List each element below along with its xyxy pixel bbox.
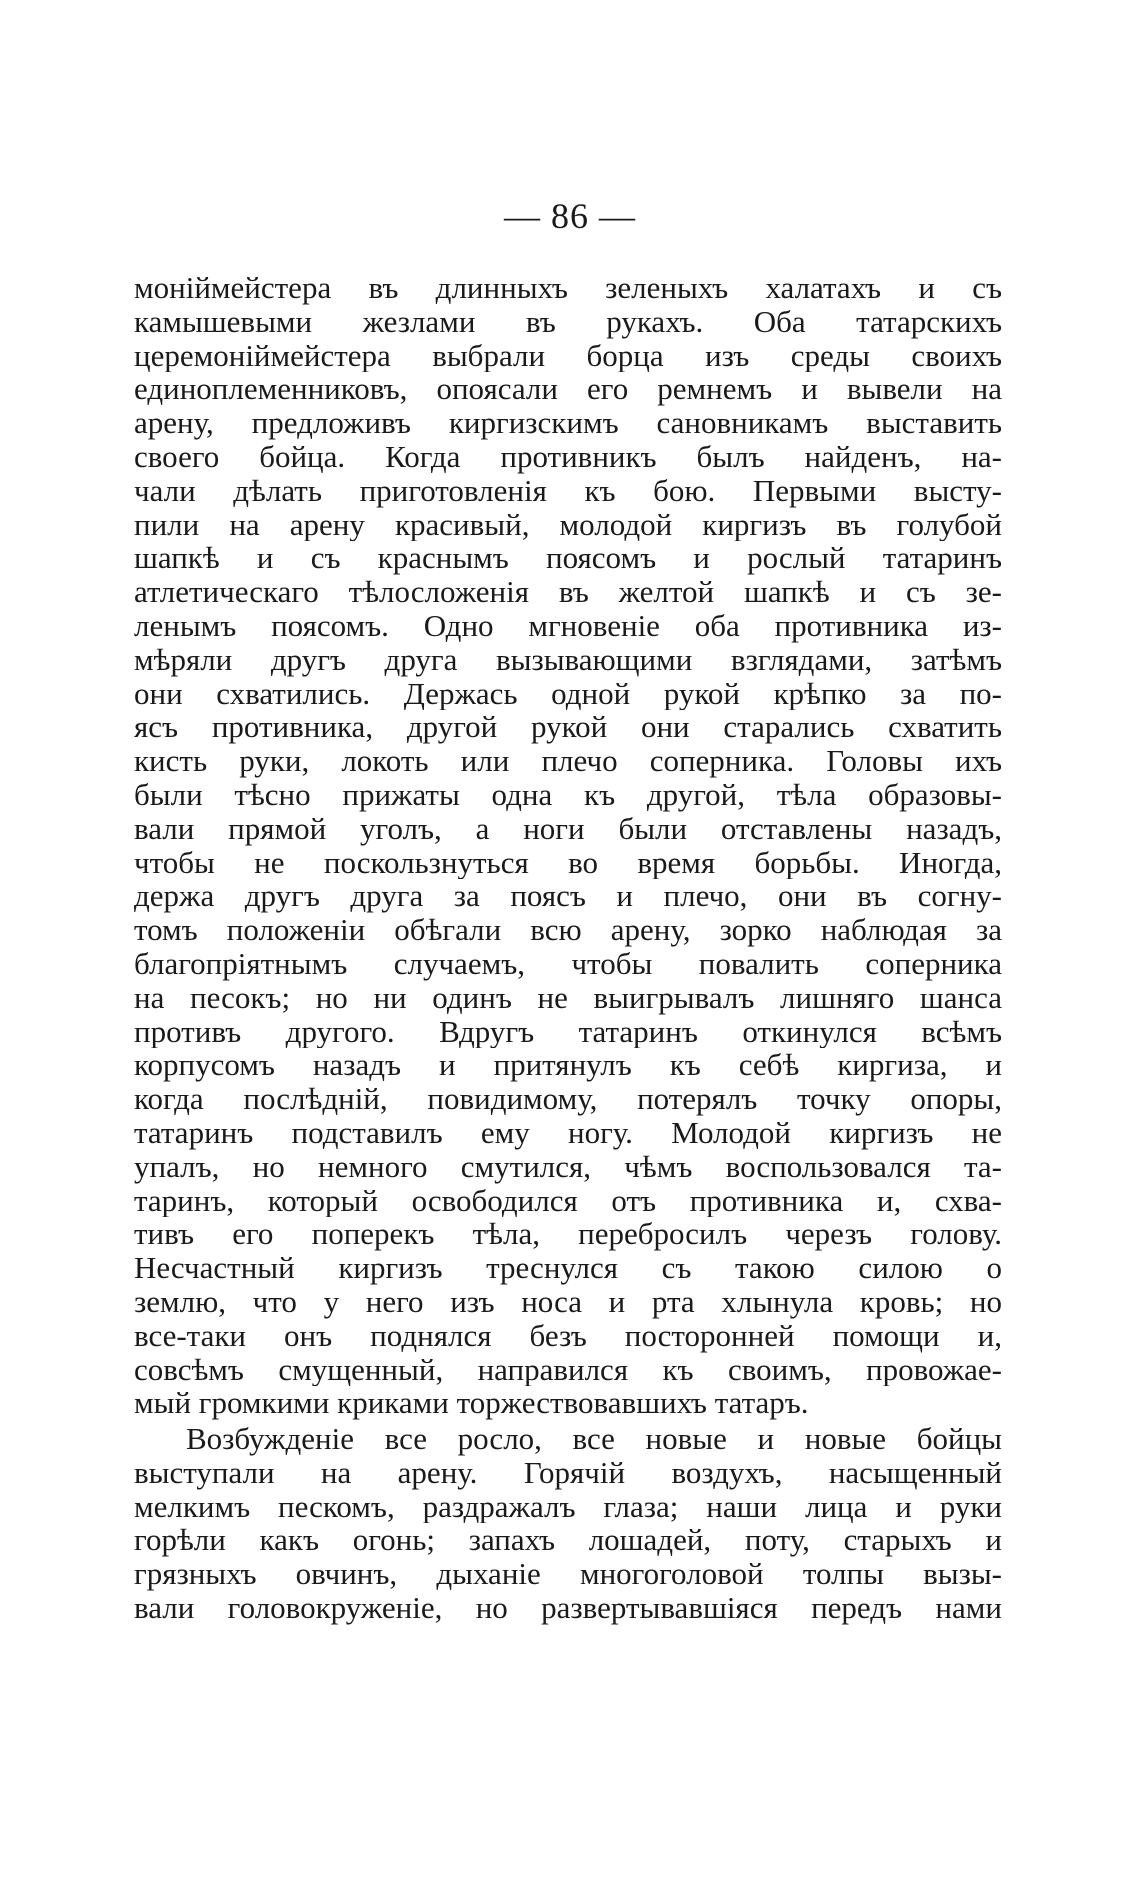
text-line: все-таки онъ поднялся безъ посторонней помощи и,: [134, 1318, 1002, 1353]
text-line: вали прямой уголъ, а ноги были отставлены назадъ,: [134, 811, 1002, 846]
page-number: — 86 —: [504, 196, 636, 236]
text-line: своего бойца. Когда противникъ былъ найденъ, на-: [134, 439, 1002, 474]
text-line: шапкѣ и съ краснымъ поясомъ и рослый татаринъ: [134, 541, 1002, 576]
text-line: тивъ его поперекъ тѣла, перебросилъ черезъ голову.: [134, 1217, 1002, 1252]
text-line: выступали на арену. Горячій воздухъ, насыщенный: [134, 1455, 1002, 1490]
paragraph-1: [134, 271, 1002, 1420]
body-text: [134, 271, 1002, 1625]
text-line: были тѣсно прижаты одна къ другой, тѣла образовы-: [134, 777, 1002, 812]
text-line: мый громкими криками торжествовавшихъ татаръ.: [134, 1386, 809, 1421]
text-line: таринъ, который освободился отъ противника и, схва-: [134, 1183, 1002, 1218]
text-line: ленымъ поясомъ. Одно мгновеніе оба противника из-: [134, 608, 1002, 643]
text-line: атлетическаго тѣлосложенія въ желтой шапкѣ и съ зе-: [134, 575, 1002, 609]
text-line: вали головокруженіе, но развертывавшіяся передъ нами: [134, 1591, 1002, 1625]
text-line: землю, что у него изъ носа и рта хлынула кровь; но: [134, 1284, 1002, 1319]
text-line: грязныхъ овчинъ, дыханіе многоголовой толпы вызы-: [134, 1557, 1002, 1592]
text-line: татаринъ подставилъ ему ногу. Молодой киргизъ не: [134, 1115, 1002, 1150]
text-line: совсѣмъ смущенный, направился къ своимъ, провожае-: [134, 1352, 1002, 1387]
text-line: кисть руки, локоть или плечо соперника. Головы ихъ: [134, 744, 1002, 778]
text-line: противъ другого. Вдругъ татаринъ откинулся всѣмъ: [134, 1014, 1002, 1049]
text-line: чали дѣлать приготовленія къ бою. Первыми высту-: [134, 473, 1002, 508]
text-line: пили на арену красивый, молодой киргизъ въ голубой: [134, 507, 1002, 542]
text-line: держа другъ друга за поясъ и плечо, они въ согну-: [134, 879, 1002, 914]
text-line: чтобы не поскользнуться во время борьбы. Иногда,: [134, 845, 1002, 880]
text-line: арену, предложивъ киргизскимъ сановникамъ выставить: [134, 406, 1002, 440]
text-line: единоплеменниковъ, опоясали его ремнемъ и вывели на: [134, 372, 1002, 407]
text-line: когда послѣдній, повидимому, потерялъ точку опоры,: [134, 1082, 1002, 1116]
text-line: мелкимъ пескомъ, раздражалъ глаза; наши лица и руки: [134, 1489, 1002, 1524]
text-line: благопріятнымъ случаемъ, чтобы повалить соперника: [134, 946, 1002, 981]
text-line: упалъ, но немного смутился, чѣмъ воспользовался та-: [134, 1149, 1002, 1184]
text-line: горѣли какъ огонь; запахъ лошадей, поту, старыхъ и: [134, 1523, 1002, 1558]
text-line: томъ положеніи обѣгали всю арену, зорко наблюдая за: [134, 913, 1002, 947]
text-line: церемоніймейстера выбрали борца изъ среды своихъ: [134, 338, 1002, 373]
text-line: Возбужденіе все росло, все новые и новые бойцы: [186, 1422, 1002, 1456]
text-line: моніймейстера въ длинныхъ зеленыхъ халатахъ и съ: [134, 271, 1002, 305]
paragraph-2: [134, 1422, 1002, 1625]
text-line: ясъ противника, другой рукой они старались схватить: [134, 710, 1002, 745]
text-line: они схватились. Держась одной рукой крѣпко за по-: [134, 676, 1002, 711]
text-line: камышевыми жезлами въ рукахъ. Оба татарскихъ: [134, 304, 1002, 339]
text-line: на песокъ; но ни одинъ не выигрывалъ лишняго шанса: [134, 980, 1002, 1015]
text-line: корпусомъ назадъ и притянулъ къ себѣ киргиза, и: [134, 1048, 1002, 1083]
text-line: мѣряли другъ друга вызывающими взглядами, затѣмъ: [134, 642, 1002, 677]
text-line: Несчастный киргизъ треснулся съ такою силою о: [134, 1251, 1002, 1285]
